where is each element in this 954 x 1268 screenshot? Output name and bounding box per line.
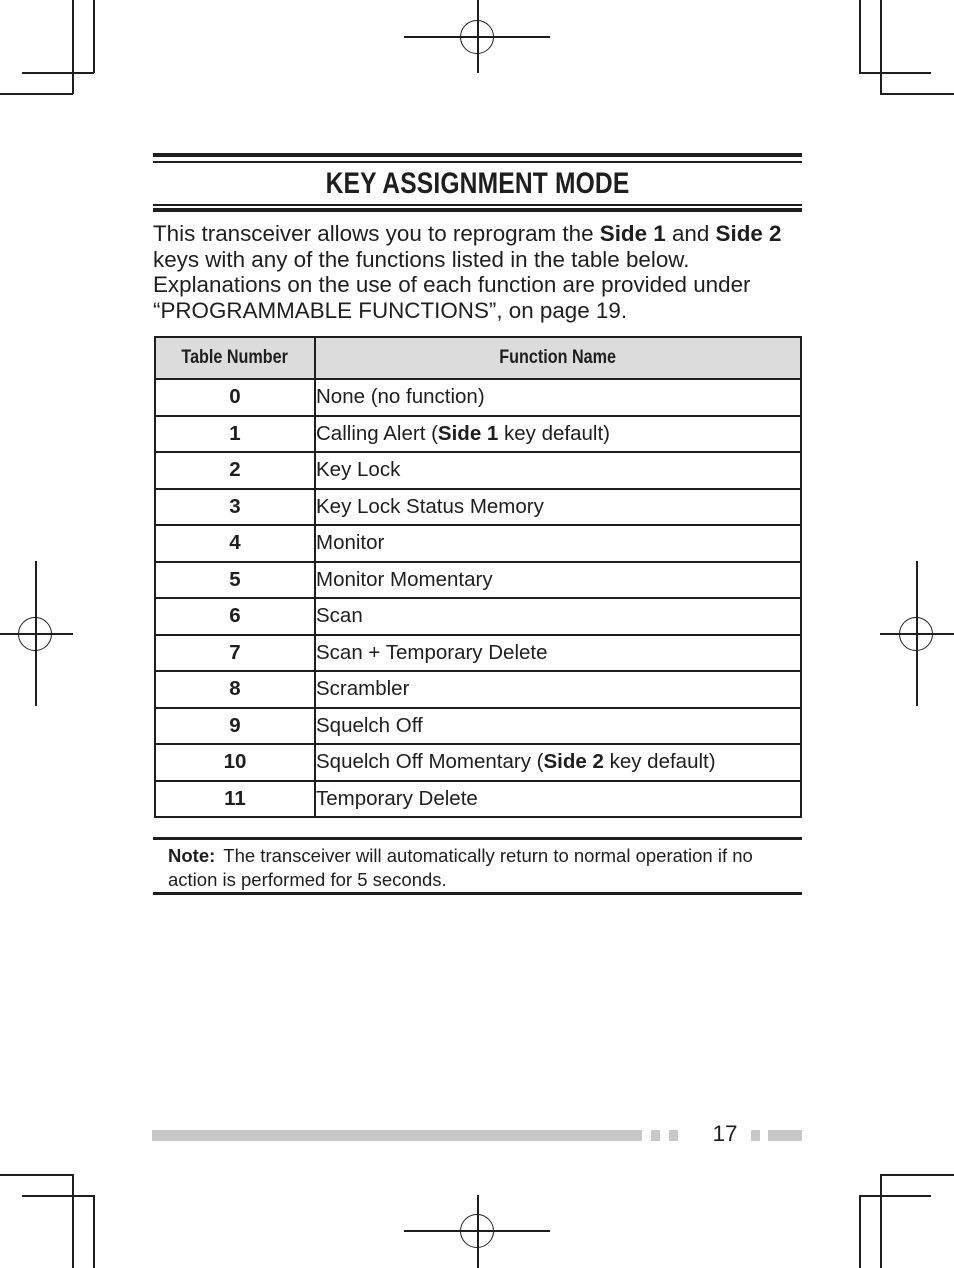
note-box: [168, 844, 788, 891]
table-row: [155, 452, 801, 489]
table-row: [155, 525, 801, 562]
title-rule-top: [153, 153, 802, 157]
table-number-cell: 10: [155, 744, 315, 781]
side2-key-label: Side 2: [715, 221, 782, 246]
note-label: Note:: [168, 845, 216, 866]
function-name-cell: Key Lock: [315, 452, 801, 489]
table-number-cell: 11: [155, 781, 315, 818]
function-name-cell: Scan + Temporary Delete: [315, 635, 801, 672]
function-name-cell: Scrambler: [315, 671, 801, 708]
page-title: KEY ASSIGNMENT MODE: [325, 167, 630, 200]
table-number-cell: 5: [155, 562, 315, 599]
table-number-cell: 0: [155, 379, 315, 416]
function-name-cell: Monitor Momentary: [315, 562, 801, 599]
intro-text-2: and: [665, 221, 716, 246]
table-number-cell: 9: [155, 708, 315, 745]
table-number-cell: 8: [155, 671, 315, 708]
title-rule-top-thin: [153, 161, 802, 163]
table-number-cell: 7: [155, 635, 315, 672]
function-name-cell: Scan: [315, 598, 801, 635]
function-name-cell: Squelch Off: [315, 708, 801, 745]
column-header-table-number: Table Number: [155, 337, 315, 379]
function-name-cell: Squelch Off Momentary (Side 2 key default): [315, 744, 801, 781]
note-rule-bottom: [153, 892, 802, 895]
table-row: [155, 598, 801, 635]
table-row: [155, 708, 801, 745]
table-number-cell: 2: [155, 452, 315, 489]
note-rule-top: [153, 837, 802, 840]
function-name-cell: Temporary Delete: [315, 781, 801, 818]
function-name-cell: None (no function): [315, 379, 801, 416]
table-number-cell: 6: [155, 598, 315, 635]
intro-paragraph: [153, 221, 802, 324]
intro-text-1: This transceiver allows you to reprogram the: [153, 221, 600, 246]
function-name-cell: Key Lock Status Memory: [315, 489, 801, 526]
page-number: 17: [712, 1121, 738, 1146]
function-name-cell: Monitor: [315, 525, 801, 562]
title-rule-bottom: [153, 208, 802, 212]
table-number-cell: 4: [155, 525, 315, 562]
table-number-cell: 3: [155, 489, 315, 526]
table-row: [155, 635, 801, 672]
column-header-function-name: Function Name: [315, 337, 801, 379]
title-rule-bottom-thin: [153, 204, 802, 206]
table-row: [155, 379, 801, 416]
note-text: The transceiver will automatically return to normal operation if no action is performed for 5 seconds.: [168, 845, 753, 890]
intro-text-3: keys with any of the functions listed in the table below. Explanations on the use of each function are provided under “PROGRAMMABLE FUNCTIONS”, on page 19.: [153, 246, 751, 324]
function-name-cell: Calling Alert (Side 1 key default): [315, 416, 801, 453]
table-row: [155, 489, 801, 526]
table-number-cell: 1: [155, 416, 315, 453]
table-row: [155, 671, 801, 708]
key-function-table: [154, 336, 802, 818]
table-row: [155, 781, 801, 818]
table-row: [155, 562, 801, 599]
table-row: [155, 744, 801, 781]
table-header-row: [155, 337, 801, 379]
side1-key-label: Side 1: [599, 221, 666, 246]
table-row: [155, 416, 801, 453]
